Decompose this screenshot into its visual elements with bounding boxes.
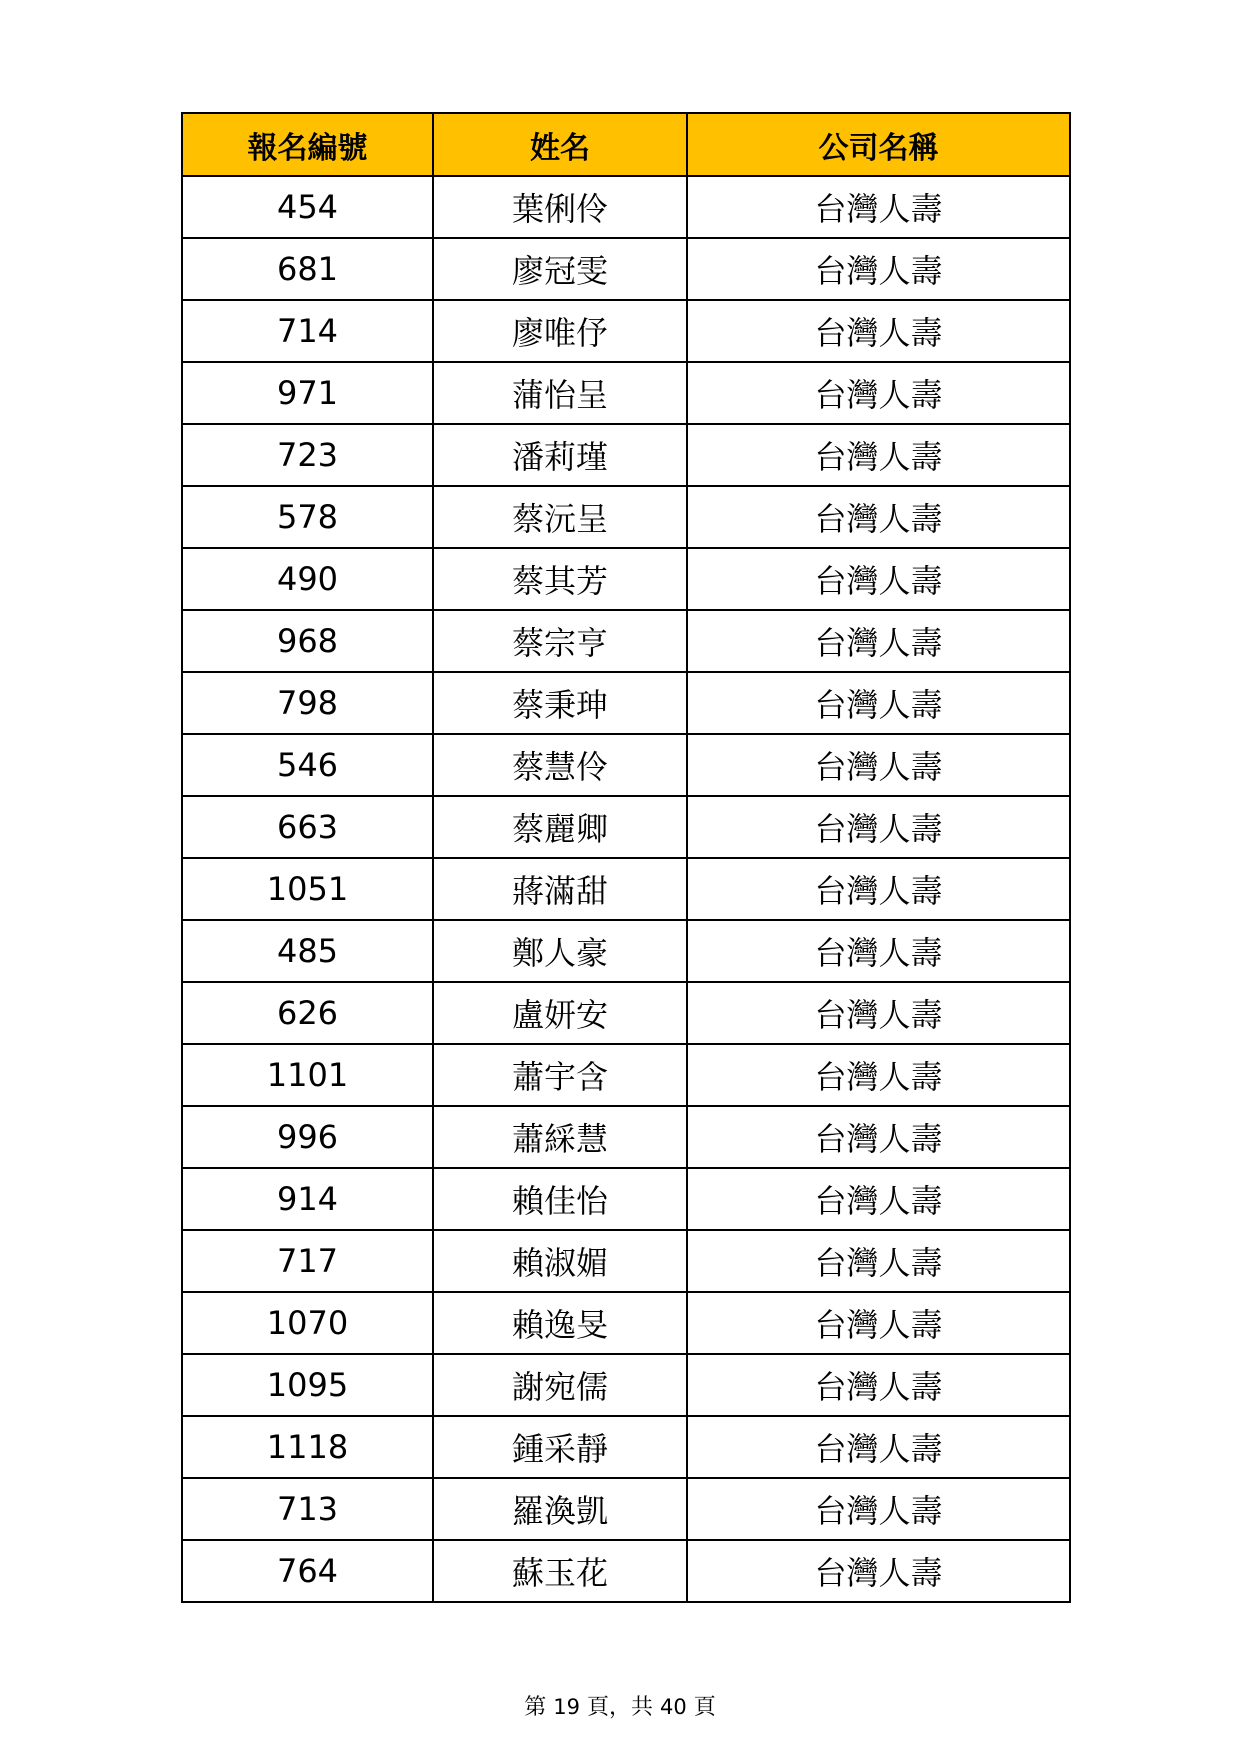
cell-registration-number: 1095	[182, 1354, 433, 1416]
cell-name: 葉俐伶	[433, 176, 687, 238]
cell-company: 台灣人壽	[687, 982, 1070, 1044]
footer-suffix: 頁	[693, 1695, 716, 1720]
cell-company: 台灣人壽	[687, 1416, 1070, 1478]
cell-name: 蔡沅呈	[433, 486, 687, 548]
cell-registration-number: 454	[182, 176, 433, 238]
table-row	[182, 982, 1070, 1044]
cell-name: 鄭人豪	[433, 920, 687, 982]
table-row	[182, 548, 1070, 610]
cell-company: 台灣人壽	[687, 734, 1070, 796]
table-row	[182, 1044, 1070, 1106]
cell-registration-number: 798	[182, 672, 433, 734]
cell-registration-number: 546	[182, 734, 433, 796]
table-row	[182, 1292, 1070, 1354]
cell-name: 蒲怡呈	[433, 362, 687, 424]
cell-registration-number: 713	[182, 1478, 433, 1540]
table-row	[182, 486, 1070, 548]
cell-name: 謝宛儒	[433, 1354, 687, 1416]
table-row	[182, 176, 1070, 238]
cell-company: 台灣人壽	[687, 1168, 1070, 1230]
cell-name: 蔡慧伶	[433, 734, 687, 796]
cell-company: 台灣人壽	[687, 238, 1070, 300]
cell-name: 潘莉瑾	[433, 424, 687, 486]
cell-registration-number: 717	[182, 1230, 433, 1292]
cell-registration-number: 1118	[182, 1416, 433, 1478]
cell-name: 廖唯伃	[433, 300, 687, 362]
cell-registration-number: 714	[182, 300, 433, 362]
cell-registration-number: 968	[182, 610, 433, 672]
cell-name: 蔡其芳	[433, 548, 687, 610]
cell-registration-number: 764	[182, 1540, 433, 1602]
table-row	[182, 1540, 1070, 1602]
cell-name: 蔡秉珅	[433, 672, 687, 734]
table-row	[182, 734, 1070, 796]
table-row	[182, 362, 1070, 424]
table-row	[182, 1106, 1070, 1168]
cell-name: 鍾采靜	[433, 1416, 687, 1478]
table-row	[182, 858, 1070, 920]
header-registration-number: 報名編號	[182, 113, 433, 176]
footer-total-pages: 40	[660, 1695, 687, 1719]
cell-name: 蕭宇含	[433, 1044, 687, 1106]
cell-registration-number: 996	[182, 1106, 433, 1168]
cell-company: 台灣人壽	[687, 1106, 1070, 1168]
cell-name: 賴佳怡	[433, 1168, 687, 1230]
cell-name: 盧妍安	[433, 982, 687, 1044]
cell-name: 蘇玉花	[433, 1540, 687, 1602]
footer-page-number: 19	[553, 1695, 580, 1719]
cell-registration-number: 663	[182, 796, 433, 858]
cell-company: 台灣人壽	[687, 1292, 1070, 1354]
cell-registration-number: 1101	[182, 1044, 433, 1106]
cell-registration-number: 971	[182, 362, 433, 424]
cell-name: 蕭綵慧	[433, 1106, 687, 1168]
cell-company: 台灣人壽	[687, 548, 1070, 610]
cell-company: 台灣人壽	[687, 858, 1070, 920]
cell-company: 台灣人壽	[687, 362, 1070, 424]
table-row	[182, 610, 1070, 672]
cell-registration-number: 681	[182, 238, 433, 300]
header-company-name: 公司名稱	[687, 113, 1070, 176]
footer-middle: 頁，共	[586, 1695, 653, 1720]
cell-name: 廖冠雯	[433, 238, 687, 300]
footer-prefix: 第	[524, 1695, 547, 1720]
table-header-row	[182, 113, 1070, 176]
cell-company: 台灣人壽	[687, 796, 1070, 858]
table-row	[182, 238, 1070, 300]
cell-name: 蔡麗卿	[433, 796, 687, 858]
cell-company: 台灣人壽	[687, 1478, 1070, 1540]
cell-company: 台灣人壽	[687, 672, 1070, 734]
table-row	[182, 920, 1070, 982]
table-body	[182, 176, 1070, 1602]
header-name: 姓名	[433, 113, 687, 176]
cell-registration-number: 723	[182, 424, 433, 486]
page-footer	[0, 1690, 1240, 1721]
table-row	[182, 1354, 1070, 1416]
cell-registration-number: 626	[182, 982, 433, 1044]
cell-name: 蔣滿甜	[433, 858, 687, 920]
cell-name: 賴逸旻	[433, 1292, 687, 1354]
cell-company: 台灣人壽	[687, 1540, 1070, 1602]
cell-registration-number: 578	[182, 486, 433, 548]
cell-company: 台灣人壽	[687, 1230, 1070, 1292]
table-row	[182, 1168, 1070, 1230]
cell-company: 台灣人壽	[687, 176, 1070, 238]
cell-company: 台灣人壽	[687, 1354, 1070, 1416]
table-row	[182, 796, 1070, 858]
cell-company: 台灣人壽	[687, 1044, 1070, 1106]
cell-company: 台灣人壽	[687, 300, 1070, 362]
cell-registration-number: 1070	[182, 1292, 433, 1354]
cell-company: 台灣人壽	[687, 486, 1070, 548]
table-row	[182, 1416, 1070, 1478]
cell-registration-number: 914	[182, 1168, 433, 1230]
cell-company: 台灣人壽	[687, 610, 1070, 672]
cell-registration-number: 485	[182, 920, 433, 982]
cell-name: 羅渙凱	[433, 1478, 687, 1540]
table-row	[182, 672, 1070, 734]
cell-company: 台灣人壽	[687, 424, 1070, 486]
table-row	[182, 1478, 1070, 1540]
cell-name: 蔡宗亨	[433, 610, 687, 672]
cell-company: 台灣人壽	[687, 920, 1070, 982]
cell-name: 賴淑媚	[433, 1230, 687, 1292]
table-row	[182, 300, 1070, 362]
cell-registration-number: 1051	[182, 858, 433, 920]
registration-table	[181, 112, 1071, 1603]
table-row	[182, 424, 1070, 486]
cell-registration-number: 490	[182, 548, 433, 610]
table-row	[182, 1230, 1070, 1292]
